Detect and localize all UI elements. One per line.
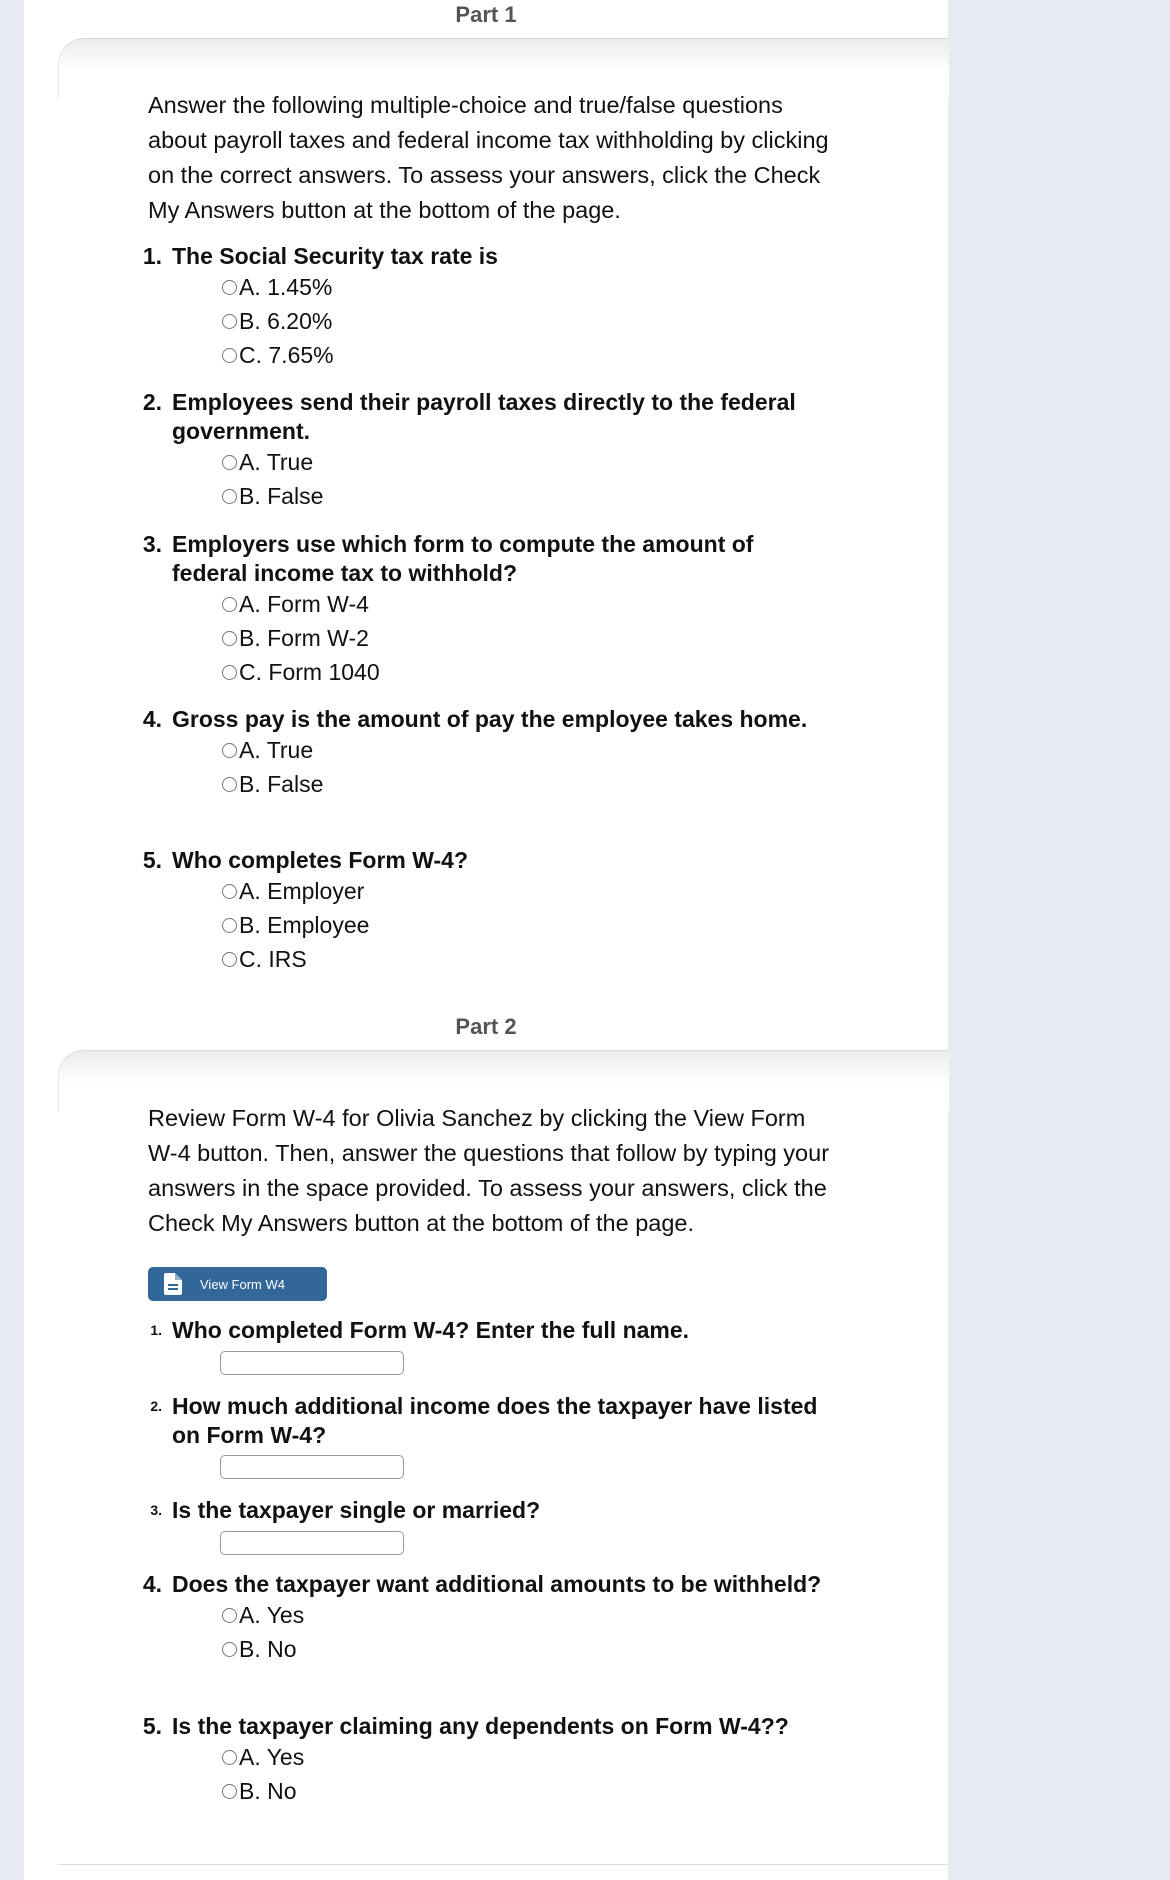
- answer-input[interactable]: [220, 1351, 404, 1375]
- radio-button[interactable]: [222, 918, 237, 933]
- question-number: 2.: [150, 1398, 162, 1414]
- document-icon: [164, 1273, 182, 1295]
- part1-question-5: [134, 846, 834, 977]
- part1-title: Part 1: [455, 2, 517, 27]
- option-label: A. Yes: [239, 1744, 305, 1770]
- option-label: A. Yes: [239, 1602, 305, 1628]
- radio-button[interactable]: [222, 1750, 237, 1765]
- option-label: A. True: [239, 448, 314, 475]
- radio-button[interactable]: [222, 1784, 237, 1799]
- option-label: A. True: [239, 737, 314, 763]
- question-number: 3.: [150, 1502, 162, 1518]
- question-text: The Social Security tax rate is: [172, 243, 498, 269]
- answer-input[interactable]: [220, 1531, 404, 1555]
- question-number: 5.: [142, 847, 162, 873]
- option-label: B. 6.20%: [239, 308, 333, 334]
- question-text: Is the taxpayer claiming any dependents on Form W-4??: [172, 1713, 789, 1739]
- question-number: 4.: [142, 706, 162, 732]
- answer-option[interactable]: [222, 1775, 834, 1809]
- answer-option[interactable]: [222, 768, 834, 802]
- radio-button[interactable]: [222, 1608, 237, 1623]
- question-number: 5.: [142, 1713, 162, 1739]
- radio-button[interactable]: [222, 884, 237, 899]
- radio-button[interactable]: [222, 489, 237, 504]
- option-label: B. No: [239, 1636, 297, 1662]
- answer-option[interactable]: [222, 479, 834, 513]
- answer-option[interactable]: [222, 655, 834, 689]
- question-header: [134, 388, 834, 445]
- option-label: B. No: [239, 1778, 297, 1804]
- part2-title: Part 2: [455, 1014, 517, 1039]
- question-header: [134, 1316, 834, 1345]
- part2-question-2: [134, 1392, 834, 1479]
- answer-input[interactable]: [220, 1455, 404, 1479]
- option-label: B. False: [239, 771, 324, 797]
- part2-question-3: [134, 1496, 834, 1555]
- answer-option[interactable]: [222, 1633, 834, 1667]
- question-number: 4.: [142, 1571, 162, 1597]
- answer-option[interactable]: [222, 1741, 834, 1775]
- part2-question-1: [134, 1316, 834, 1375]
- question-header: [134, 1392, 834, 1449]
- question-header: [134, 1712, 834, 1741]
- radio-button[interactable]: [222, 348, 237, 363]
- radio-button[interactable]: [222, 280, 237, 295]
- answer-option[interactable]: [222, 445, 834, 479]
- question-text: Gross pay is the amount of pay the employee takes home.: [172, 706, 808, 732]
- answer-option[interactable]: [222, 943, 834, 977]
- option-label: B. False: [239, 482, 324, 509]
- question-text: Does the taxpayer want additional amounts to be withheld?: [172, 1571, 822, 1597]
- divider: [58, 1864, 948, 1865]
- answer-option[interactable]: [222, 587, 834, 621]
- radio-button[interactable]: [222, 631, 237, 646]
- answer-option[interactable]: [222, 734, 834, 768]
- question-number: 1.: [150, 1322, 162, 1338]
- question-number: 1.: [142, 243, 162, 269]
- part1-question-4: [134, 705, 834, 802]
- question-number: 3.: [142, 531, 162, 557]
- answer-option[interactable]: [222, 909, 834, 943]
- question-header: [134, 846, 834, 875]
- question-text: Who completes Form W-4?: [172, 847, 468, 873]
- question-header: [134, 242, 834, 271]
- part1-question-3: [134, 530, 834, 689]
- radio-button[interactable]: [222, 597, 237, 612]
- question-header: [134, 1570, 834, 1599]
- part2-question-5: [134, 1712, 834, 1809]
- radio-button[interactable]: [222, 952, 237, 967]
- answer-option[interactable]: [222, 875, 834, 909]
- part1-question-1: [134, 242, 834, 373]
- option-label: A. Employer: [239, 878, 365, 904]
- answer-option[interactable]: [222, 1599, 834, 1633]
- option-label: B. Employee: [239, 912, 370, 938]
- question-text: Employees send their payroll taxes directly to the federal government.: [172, 389, 796, 444]
- answer-option[interactable]: [222, 621, 834, 655]
- answer-option[interactable]: [222, 339, 834, 373]
- question-header: [134, 1496, 834, 1525]
- question-text: Is the taxpayer single or married?: [172, 1497, 541, 1523]
- question-number: 2.: [142, 389, 162, 415]
- view-form-w4-label: View Form W4: [200, 1276, 285, 1292]
- answer-option[interactable]: [222, 305, 834, 339]
- question-text: Employers use which form to compute the amount of federal income tax to withhold?: [172, 531, 754, 586]
- radio-button[interactable]: [222, 1642, 237, 1657]
- view-form-w4-button[interactable]: [148, 1267, 327, 1301]
- option-label: A. Form W-4: [239, 590, 369, 617]
- radio-button[interactable]: [222, 314, 237, 329]
- option-label: C. Form 1040: [239, 658, 380, 685]
- radio-button[interactable]: [222, 455, 237, 470]
- option-label: C. 7.65%: [239, 342, 334, 368]
- question-text: How much additional income does the taxpayer have listed on Form W-4?: [172, 1393, 818, 1448]
- part1-instructions: Answer the following multiple-choice and true/false questions about payroll taxes and federal income tax withholding by clicking on the correct answers. To assess your answers, click the Check My Answers button at the bottom of the page.: [148, 92, 829, 223]
- radio-button[interactable]: [222, 743, 237, 758]
- option-label: B. Form W-2: [239, 624, 369, 651]
- question-text: Who completed Form W-4? Enter the full name.: [172, 1317, 690, 1343]
- answer-option[interactable]: [222, 271, 834, 305]
- option-label: A. 1.45%: [239, 274, 333, 300]
- option-label: C. IRS: [239, 946, 307, 972]
- part2-instructions: Review Form W-4 for Olivia Sanchez by clicking the View Form W-4 button. Then, answer the questions that follow by typing your answers in the space provided. To assess your answers, click the Check My Answers button at the bottom of the page.: [148, 1105, 830, 1236]
- question-header: [134, 530, 834, 587]
- question-header: [134, 705, 834, 734]
- radio-button[interactable]: [222, 665, 237, 680]
- part2-question-4: [134, 1570, 834, 1667]
- content-panel: [24, 0, 948, 1880]
- radio-button[interactable]: [222, 777, 237, 792]
- part1-question-2: [134, 388, 834, 513]
